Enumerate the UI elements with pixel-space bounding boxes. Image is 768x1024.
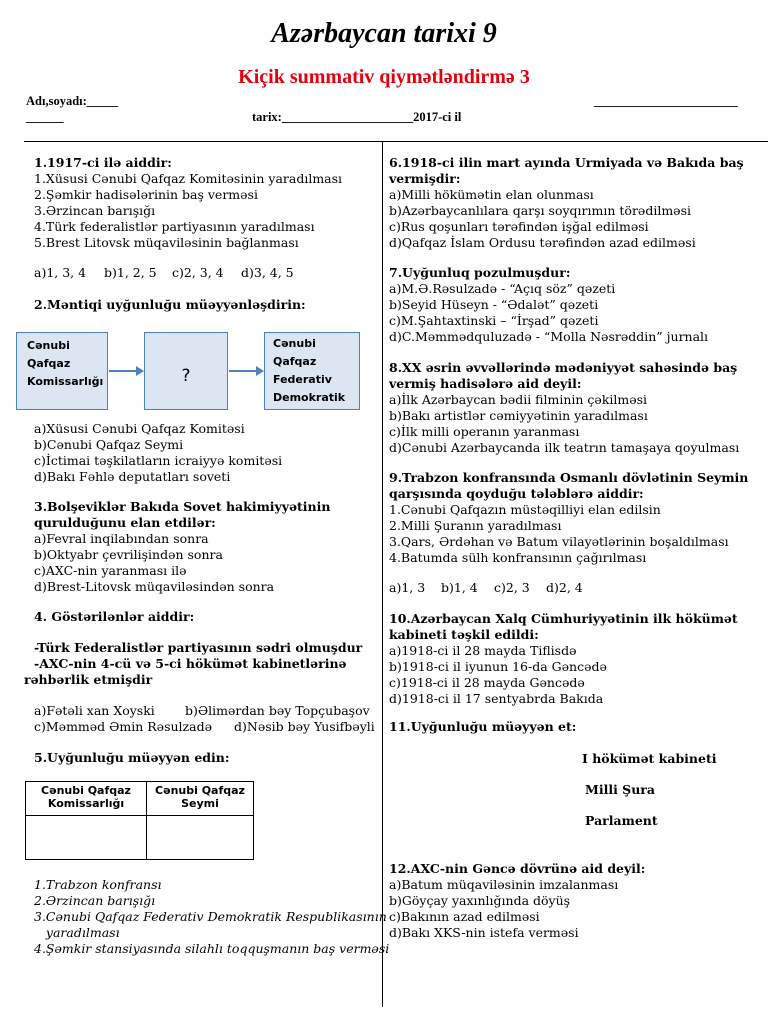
diagram-box-left-line: Cənubi — [27, 339, 70, 352]
question-7-option-a[interactable]: a)M.Ə.Rəsulzadə - “Açıq söz” qəzeti — [389, 281, 616, 296]
diagram-arrow-1 — [109, 370, 137, 372]
question-1-item: 2.Şəmkir hadisələrinin baş verməsi — [34, 187, 258, 202]
question-8 — [389, 360, 739, 456]
question-9-text: 9.Trabzon konfransında Osmanlı dövlətinin Seymin — [389, 470, 749, 485]
question-2-text: 2.Məntiqi uyğunluğu müəyyənləşdirin: — [34, 297, 306, 312]
question-4-statement: rəhbərlik etmişdir — [24, 672, 153, 687]
question-9-answer-c[interactable]: c)2, 3 — [494, 580, 530, 595]
matching-table — [25, 781, 254, 860]
matching-table-header-text: Seymi — [181, 797, 219, 810]
question-8-option-b[interactable]: b)Bakı artistlər cəmiyyətinin yaradılması — [389, 408, 648, 423]
question-9-text: qarşısında qoyduğu tələblərə aiddir: — [389, 486, 644, 501]
date-label: tarix:_____________________2017-ci il — [252, 110, 462, 124]
question-9-item: 2.Milli Şuranın yaradılması — [389, 518, 562, 533]
question-3-option-c[interactable]: c)AXC-nin yaranması ilə — [34, 563, 187, 578]
matching-table-answer-right[interactable] — [147, 816, 254, 860]
question-10-option-c[interactable]: c)1918-ci il 28 mayda Gəncədə — [389, 675, 585, 690]
question-7-option-d[interactable]: d)C.Məmmədquluzadə - “Molla Nəsrəddin” jurnalı — [389, 329, 709, 344]
diagram-box-unknown: ? — [144, 332, 228, 410]
question-5-item: yaradılması — [34, 925, 120, 940]
diagram-arrow-2 — [229, 370, 257, 372]
question-6-text: vermişdir: — [389, 171, 461, 186]
question-2-option-a[interactable]: a)Xüsusi Cənubi Qafqaz Komitəsi — [34, 421, 245, 436]
question-1-answer-d[interactable]: d)3, 4, 5 — [241, 265, 294, 280]
question-6-option-d[interactable]: d)Qafqaz İslam Ordusu tərəfindən azad edilməsi — [389, 235, 696, 250]
question-8-option-d[interactable]: d)Cənubi Azərbaycanda ilk teatrın tamaşaya qoyulması — [389, 440, 740, 455]
question-12-option-d[interactable]: d)Bakı XKS-nin istefa verməsi — [389, 925, 579, 940]
question-1-answer-a[interactable]: a)1, 3, 4 — [34, 265, 87, 280]
question-9-answer-d[interactable]: d)2, 4 — [546, 580, 583, 595]
page-subtitle: Kiçik summativ qiymətləndirmə 3 — [238, 66, 530, 88]
diagram-box-right — [264, 332, 360, 410]
question-9-item: 4.Batumda sülh konfransının çağırılması — [389, 550, 647, 565]
question-10-text: 10.Azərbaycan Xalq Cümhuriyyətinin ilk hökümət — [389, 611, 738, 626]
question-9-item: 1.Cənubi Qafqazın müstəqilliyi elan edilsin — [389, 502, 661, 517]
question-6-option-b[interactable]: b)Azərbaycanlılara qarşı soyqırımın törədilməsi — [389, 203, 691, 218]
question-1-item: 4.Türk federalistlər partiyasının yaradılması — [34, 219, 315, 234]
question-2-option-b[interactable]: b)Cənubi Qafqaz Seymi — [34, 437, 184, 452]
question-10-option-b[interactable]: b)1918-ci il iyunun 16-da Gəncədə — [389, 659, 607, 674]
question-12-option-b[interactable]: b)Göyçay yaxınlığında döyüş — [389, 893, 571, 908]
question-5-item: 4.Şəmkir stansiyasında silahlı toqquşmanın baş verməsi — [34, 941, 390, 956]
diagram-box-right-line: Cənubi — [273, 337, 316, 350]
question-11-item: I hökümət kabineti — [582, 751, 717, 766]
question-1-answer-c[interactable]: c)2, 3, 4 — [172, 265, 224, 280]
question-10 — [389, 611, 738, 707]
question-5-items — [34, 877, 389, 957]
question-4-option-c[interactable]: c)Məmməd Əmin Rəsulzadə — [34, 719, 212, 734]
question-11-item: Parlament — [585, 813, 658, 828]
question-4-statements — [24, 640, 362, 688]
question-6 — [389, 155, 744, 251]
name-label: Adı,soyadı:_____ — [26, 94, 119, 108]
question-10-option-d[interactable]: d)1918-ci il 17 sentyabrda Bakıda — [389, 691, 604, 706]
question-3-option-d[interactable]: d)Brest-Litovsk müqaviləsindən sonra — [34, 579, 275, 594]
question-1-item: 5.Brest Litovsk müqaviləsinin bağlanması — [34, 235, 299, 250]
question-2-options — [34, 421, 282, 485]
question-1 — [34, 155, 342, 251]
question-11-item: Milli Şura — [585, 782, 655, 797]
question-7-text: 7.Uyğunluq pozulmuşdur: — [389, 265, 571, 280]
question-9-answer-b[interactable]: b)1, 4 — [441, 580, 478, 595]
question-7-option-c[interactable]: c)M.Şahtaxtinski – “İrşad” qəzeti — [389, 313, 599, 328]
diagram-box-left-line: Qafqaz — [27, 357, 71, 370]
question-4-option-b[interactable]: b)Əlimərdan bəy Topçubaşov — [185, 703, 370, 718]
question-1-answer-b[interactable]: b)1, 2, 5 — [104, 265, 157, 280]
matching-table-header-left — [26, 782, 147, 816]
question-6-option-c[interactable]: c)Rus qoşunları tərəfindən işğal edilməsi — [389, 219, 649, 234]
question-8-text: vermiş hadisələrə aid deyil: — [389, 376, 582, 391]
question-3-option-a[interactable]: a)Fevral inqilabından sonra — [34, 531, 209, 546]
question-12-option-c[interactable]: c)Bakının azad edilməsi — [389, 909, 540, 924]
question-7-option-b[interactable]: b)Seyid Hüseyn - “Ədalət” qəzeti — [389, 297, 599, 312]
question-12-text: 12.AXC-nin Gəncə dövrünə aid deyil: — [389, 861, 646, 876]
question-8-option-c[interactable]: c)İlk milli operanın yaranması — [389, 424, 580, 439]
question-9 — [389, 470, 748, 566]
matching-table-header-text: Cənubi Qafqaz — [41, 784, 131, 797]
question-3-text: 3.Bolşeviklər Bakıda Sovet hakimiyyətinin — [34, 499, 331, 514]
question-4-option-d[interactable]: d)Nəsib bəy Yusifbəyli — [234, 719, 375, 734]
question-6-text: 6.1918-ci ilin mart ayında Urmiyada və Bakıda baş — [389, 155, 744, 170]
name-blank-left: ______ — [26, 110, 64, 124]
question-3-option-b[interactable]: b)Oktyabr çevrilişindən sonra — [34, 547, 223, 562]
question-4-option-a[interactable]: a)Fətəli xan Xoyski — [34, 703, 155, 718]
question-5-text: 5.Uyğunluğu müəyyən edin: — [34, 750, 230, 765]
question-12 — [389, 861, 645, 941]
question-8-text: 8.XX əsrin əvvəllərində mədəniyyət sahəsində baş — [389, 360, 738, 375]
question-3 — [34, 499, 330, 595]
question-4-statement: -AXC-nin 4-cü və 5-ci hökümət kabinetlərinə — [34, 656, 347, 671]
question-4-statement: -Türk Federalistlər partiyasının sədri olmuşdur — [34, 640, 363, 655]
question-8-option-a[interactable]: a)İlk Azərbaycan bədii filminin çəkilməsi — [389, 392, 648, 407]
question-9-item: 3.Qars, Ərdəhan və Batum vilayətlərinin boşaldılması — [389, 534, 729, 549]
matching-table-header-right — [147, 782, 254, 816]
diagram-box-right-line: Qafqaz — [273, 355, 317, 368]
matching-table-header-text: Cənubi Qafqaz — [155, 784, 245, 797]
diagram-box-left-line: Komissarlığı — [27, 375, 104, 388]
name-blank-right: _______________________ — [594, 94, 738, 108]
question-10-text: kabineti təşkil edildi: — [389, 627, 539, 642]
question-9-answer-a[interactable]: a)1, 3 — [389, 580, 426, 595]
question-3-text: qurulduğunu elan etdilər: — [34, 515, 216, 530]
question-1-item: 1.Xüsusi Cənubi Qafqaz Komitəsinin yaradılması — [34, 171, 343, 186]
question-12-option-a[interactable]: a)Batum müqaviləsinin imzalanması — [389, 877, 619, 892]
question-5-item: 3.Cənubi Qafqaz Federativ Demokratik Respublikasının — [34, 909, 387, 924]
diagram-box-left — [16, 332, 108, 410]
page-title: Azərbaycan tarixi 9 — [271, 18, 497, 49]
question-10-option-a[interactable]: a)1918-ci il 28 mayda Tiflisdə — [389, 643, 577, 658]
diagram-box-right-line: Demokratik — [273, 391, 346, 404]
question-2-option-d[interactable]: d)Bakı Fəhlə deputatları soveti — [34, 469, 231, 484]
question-6-option-a[interactable]: a)Milli hökümətin elan olunması — [389, 187, 594, 202]
header-divider — [24, 141, 768, 142]
question-2-option-c[interactable]: c)İctimai təşkilatların icraiyyə komitəsi — [34, 453, 283, 468]
question-1-item: 3.Ərzincan barışığı — [34, 203, 156, 218]
question-5-item: 1.Trabzon konfransı — [34, 877, 162, 892]
question-5-item: 2.Ərzincan barışığı — [34, 893, 156, 908]
question-11-text: 11.Uyğunluğu müəyyən et: — [389, 719, 577, 734]
question-4 — [34, 609, 194, 625]
question-4-text: 4. Göstərilənlər aiddir: — [34, 609, 195, 624]
question-7 — [389, 265, 708, 345]
matching-table-header-text: Komissarlığı — [47, 797, 125, 810]
diagram-box-right-line: Federativ — [273, 373, 332, 386]
question-1-text: 1.1917-ci ilə aiddir: — [34, 155, 172, 170]
matching-table-answer-left[interactable] — [26, 816, 147, 860]
